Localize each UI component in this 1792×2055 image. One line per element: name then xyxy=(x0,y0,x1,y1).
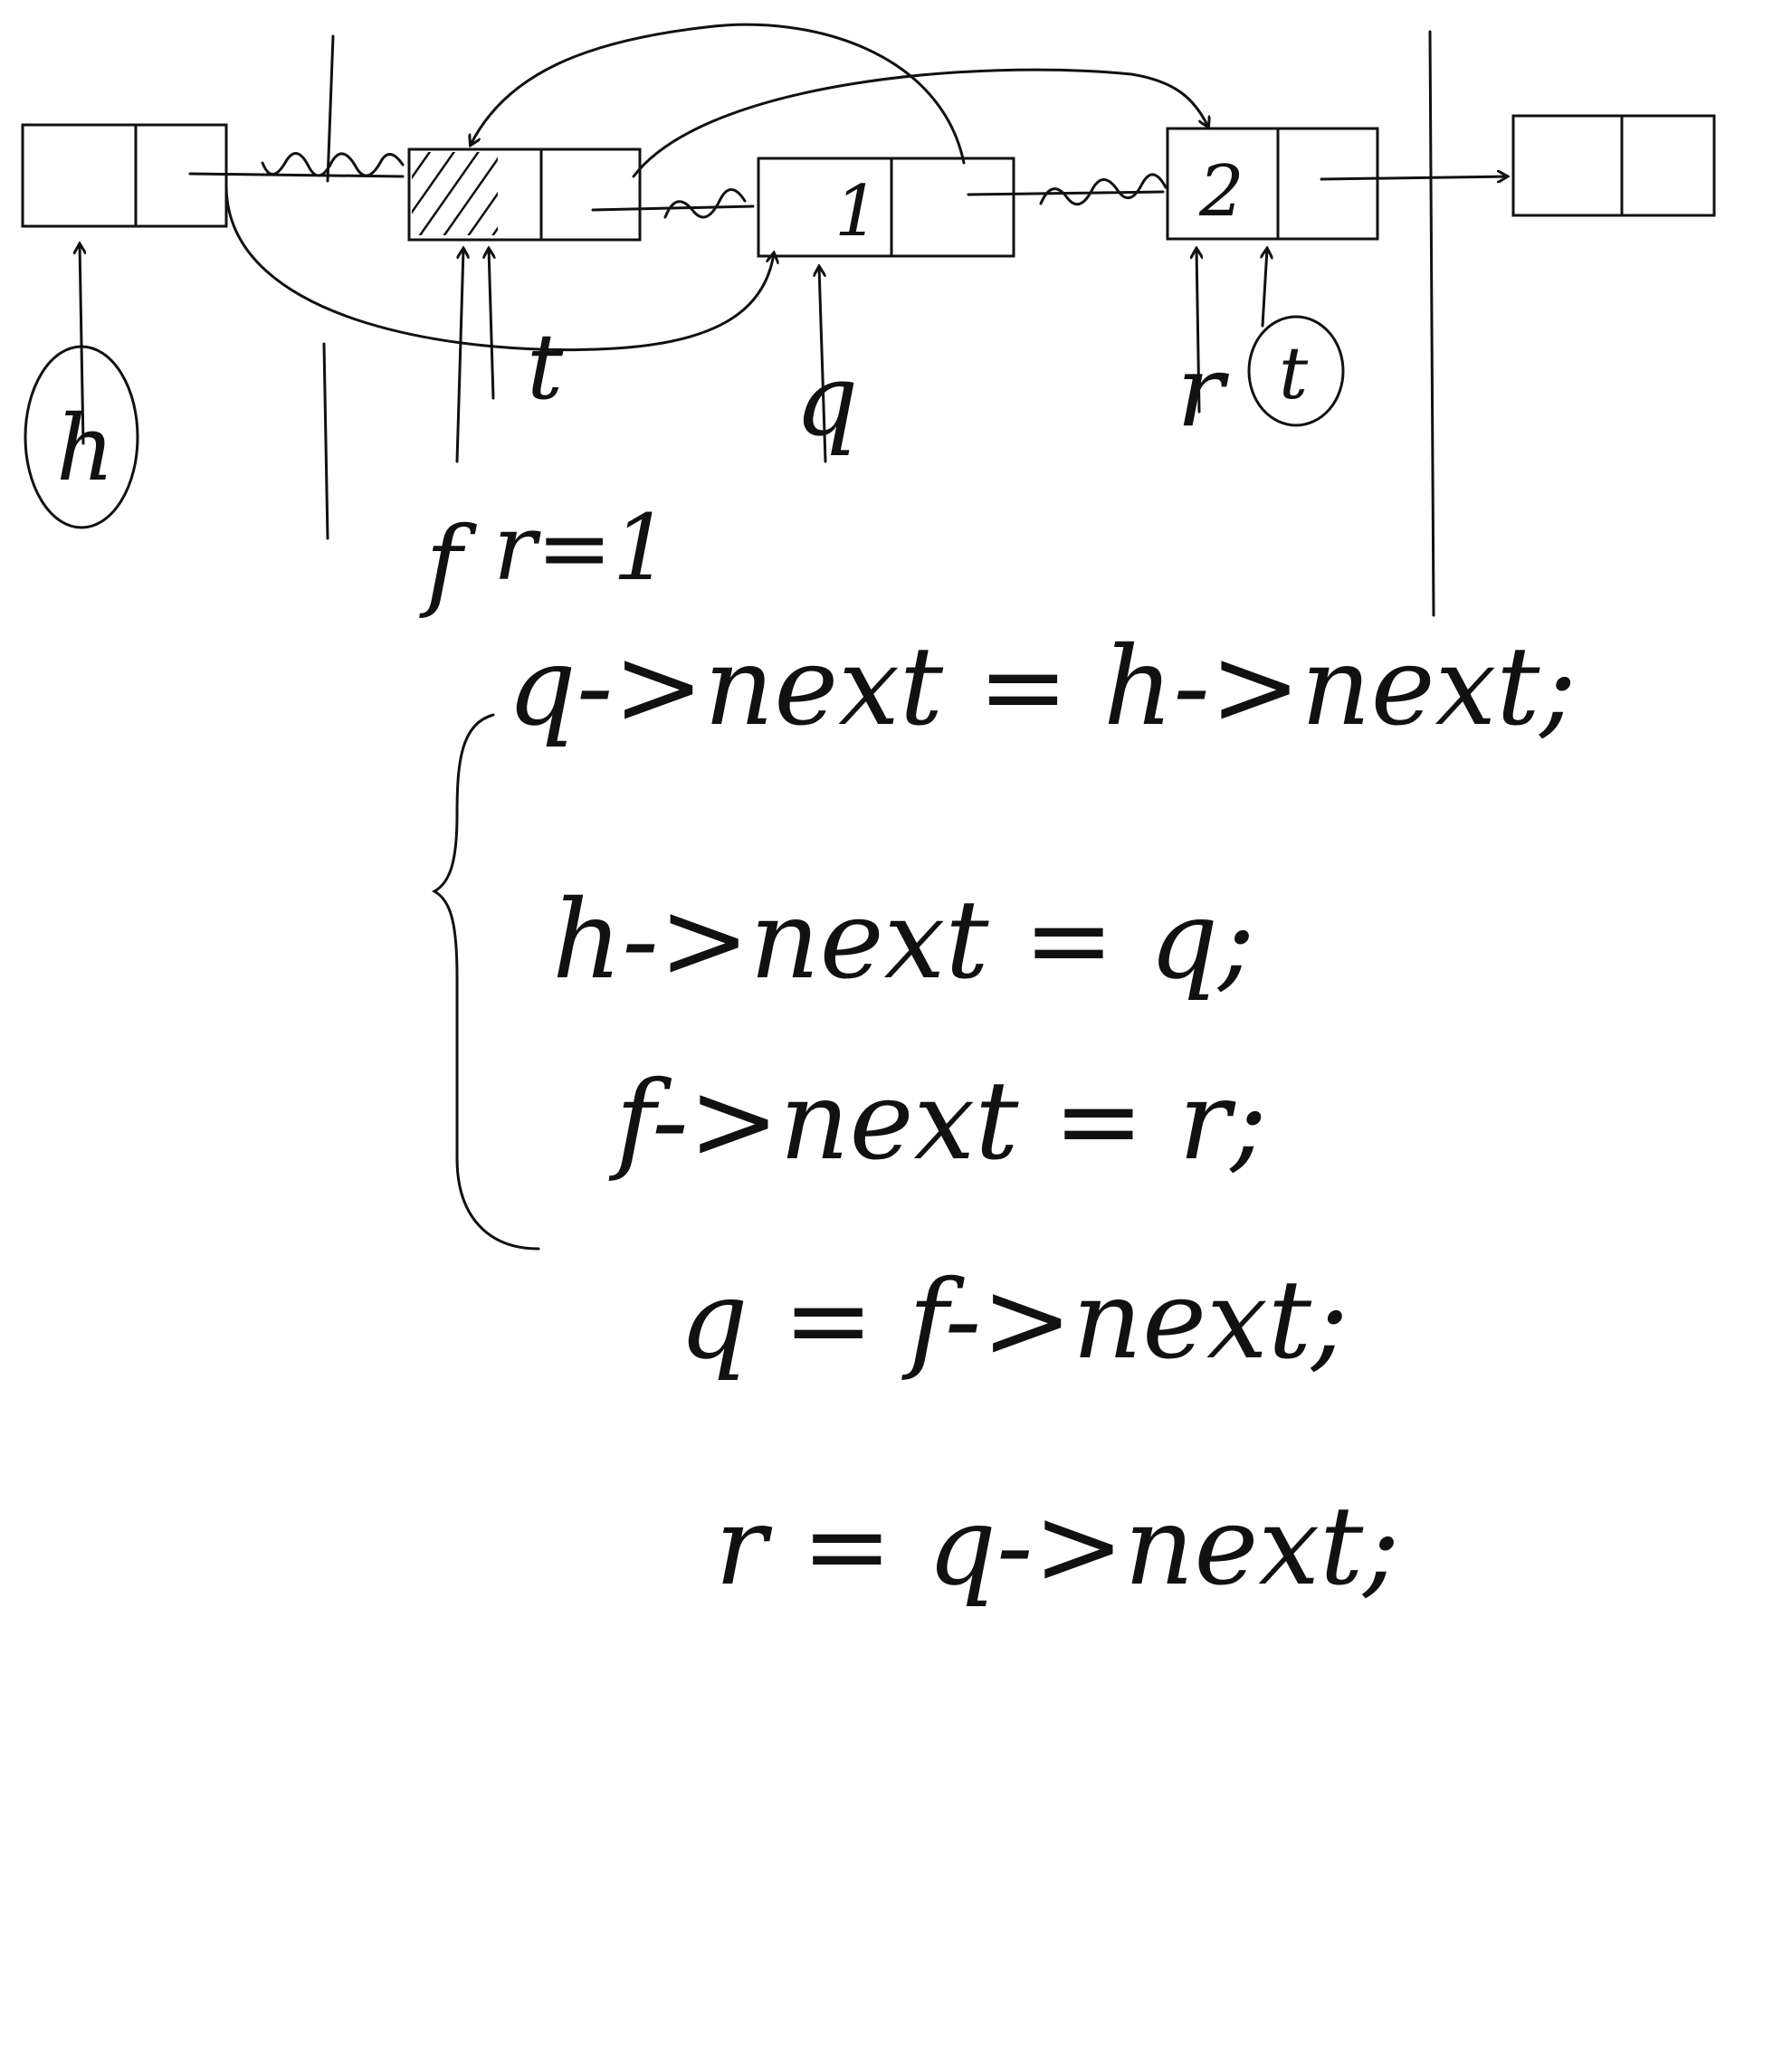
separator-line-1 xyxy=(324,36,333,538)
pointer-t-left-arrow xyxy=(489,249,493,398)
first-node xyxy=(409,149,640,240)
link-node2-tail xyxy=(1321,176,1507,179)
annotation-r-equals-1: r=1 xyxy=(493,495,671,601)
pointer-f-arrow xyxy=(457,249,463,461)
code-line-2: h->next = q; xyxy=(552,878,1255,1004)
code-brace xyxy=(434,715,539,1249)
head-node xyxy=(23,125,226,226)
pointer-r-label: r xyxy=(1177,333,1225,449)
pointer-t-right-label: t xyxy=(1279,331,1309,415)
crossed-link-3 xyxy=(968,175,1166,205)
curve-node1-to-first xyxy=(471,24,964,163)
node-1 xyxy=(758,158,1014,256)
tail-node xyxy=(1513,116,1714,215)
pointer-q-label: q xyxy=(795,342,859,458)
node-2-label: 2 xyxy=(1199,151,1244,233)
pointer-h-label: h xyxy=(56,395,115,501)
crossed-link-2 xyxy=(593,190,753,218)
node-1-label: 1 xyxy=(834,171,880,252)
code-line-4: q = f->next; xyxy=(679,1258,1349,1384)
separator-line-2 xyxy=(1430,32,1434,615)
pointer-t-right-arrow xyxy=(1263,249,1267,326)
code-line-3: f->next = r; xyxy=(615,1059,1268,1184)
pointer-t-left-label: t xyxy=(527,314,564,420)
crossed-link-1 xyxy=(190,153,403,176)
code-line-1: q->next = h->next; xyxy=(507,624,1577,750)
code-line-5: r = q->next; xyxy=(715,1484,1400,1610)
pointer-f-label: f xyxy=(425,505,462,621)
